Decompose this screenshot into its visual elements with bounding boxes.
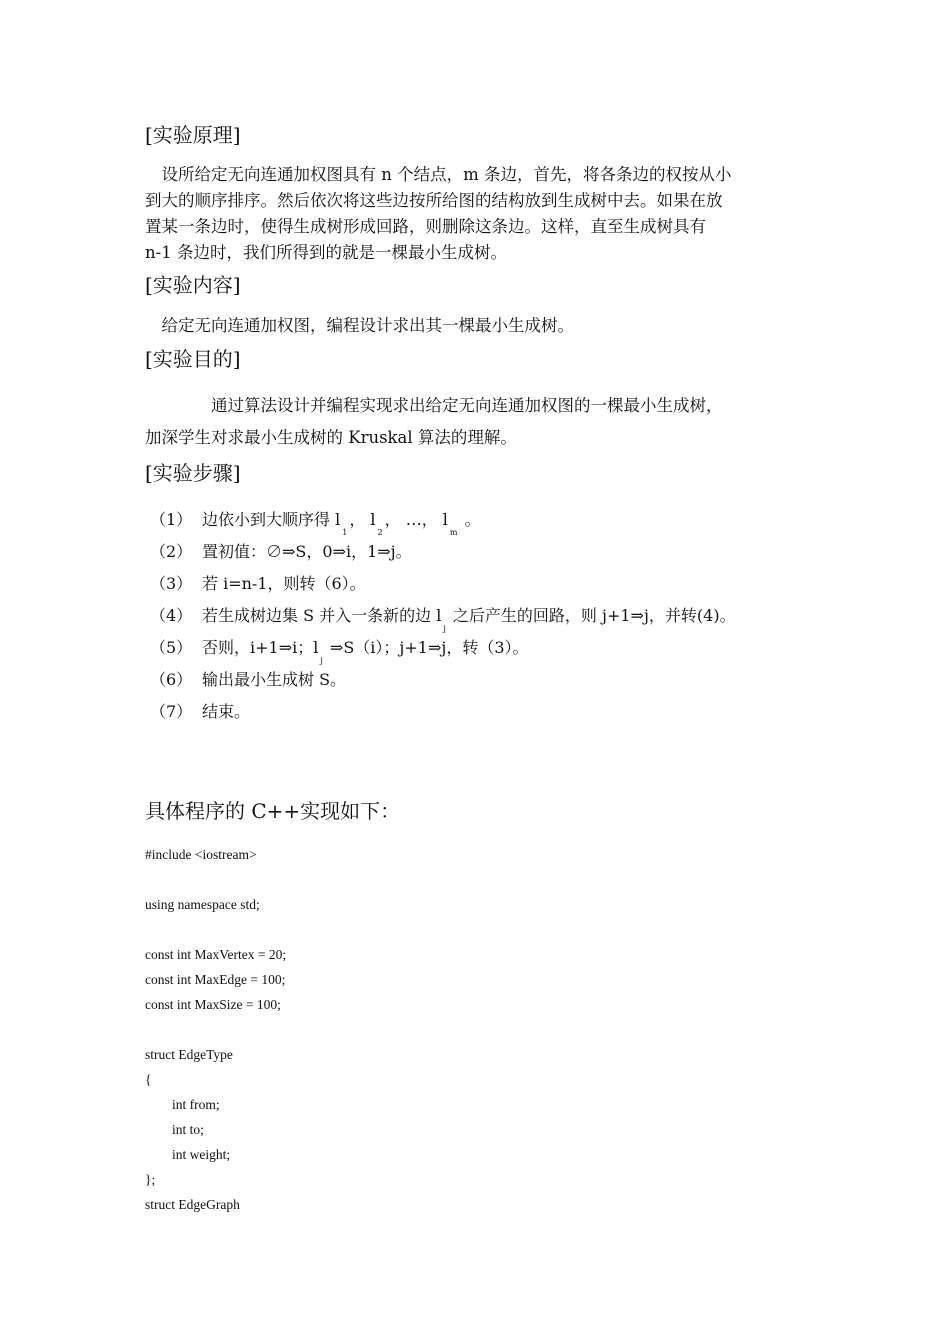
principle-heading: [实验原理]: [145, 123, 241, 147]
content-text: 给定无向连通加权图，编程设计求出其一棵最小生成树。: [145, 316, 574, 335]
step-number: （7）: [150, 702, 193, 721]
code-line: const int MaxVertex = 20;: [145, 947, 287, 962]
principle-line: 到大的顺序排序。然后依次将这些边按所给图的结构放到生成树中去。如果在放: [145, 191, 723, 210]
step-item: [150, 573, 366, 595]
subscript: j: [443, 624, 446, 633]
step-number: （1）: [150, 510, 193, 529]
step-text: ， …， l: [384, 510, 448, 529]
step-text: 若 i=n-1，则转（6）。: [202, 574, 366, 593]
principle-paragraph: [145, 162, 815, 266]
code-line: struct EdgeType: [145, 1047, 233, 1062]
step-text: ， l: [349, 510, 376, 529]
principle-line: 设所给定无向连通加权图具有 n 个结点，m 条边，首先，将各条边的权按从小: [145, 165, 732, 184]
step-item: [150, 541, 412, 563]
subscript: m: [449, 528, 458, 537]
step-item: [150, 605, 736, 633]
purpose-heading: [实验目的]: [145, 347, 241, 371]
step-item: [150, 669, 346, 691]
code-line: int from;: [145, 1097, 220, 1112]
implementation-heading: 具体程序的 C++实现如下：: [145, 799, 401, 823]
content-heading: [实验内容]: [145, 273, 241, 297]
step-text: 结束。: [202, 702, 251, 721]
steps-heading: [实验步骤]: [145, 461, 241, 485]
step-number: （5）: [150, 638, 193, 657]
step-text: 置初值：∅⇒S，0⇒i，1⇒j。: [202, 542, 412, 561]
code-line: #include <iostream>: [145, 847, 257, 862]
code-line: int weight;: [145, 1147, 231, 1162]
step-number: （4）: [150, 606, 193, 625]
step-text: ⇒S（i）；j+1⇒j，转（3）。: [324, 638, 529, 657]
step-item: [150, 701, 250, 723]
step-number: （6）: [150, 670, 193, 689]
purpose-paragraph: [145, 393, 815, 451]
step-item: [150, 637, 529, 665]
code-line: const int MaxEdge = 100;: [145, 972, 286, 987]
step-text: 否则，i+1⇒i；l: [202, 638, 319, 657]
purpose-line: 通过算法设计并编程实现求出给定无向连通加权图的一棵最小生成树，: [145, 396, 723, 415]
code-line: int to;: [145, 1122, 204, 1137]
principle-line: 置某一条边时，使得生成树形成回路，则删除这条边。这样，直至生成树具有: [145, 217, 706, 236]
purpose-line: 加深学生对求最小生成树的 Kruskal 算法的理解。: [145, 428, 517, 447]
step-number: （2）: [150, 542, 193, 561]
step-number: （3）: [150, 574, 193, 593]
step-item: [150, 509, 481, 537]
code-line: const int MaxSize = 100;: [145, 997, 281, 1012]
subscript: 2: [377, 528, 383, 537]
subscript: 1: [342, 528, 348, 537]
code-line: using namespace std;: [145, 897, 260, 912]
step-text: 边依小到大顺序得 l: [202, 510, 341, 529]
step-text: 之后产生的回路，则 j+1⇒j，并转(4)。: [447, 606, 736, 625]
code-line: struct EdgeGraph: [145, 1197, 240, 1212]
subscript: j: [320, 656, 323, 665]
step-text: 若生成树边集 S 并入一条新的边 l: [202, 606, 442, 625]
step-text: 。: [459, 510, 481, 529]
code-line: {: [145, 1072, 152, 1087]
step-text: 输出最小生成树 S。: [202, 670, 347, 689]
code-line: };: [145, 1172, 156, 1187]
principle-line: n-1 条边时，我们所得到的就是一棵最小生成树。: [145, 243, 507, 262]
